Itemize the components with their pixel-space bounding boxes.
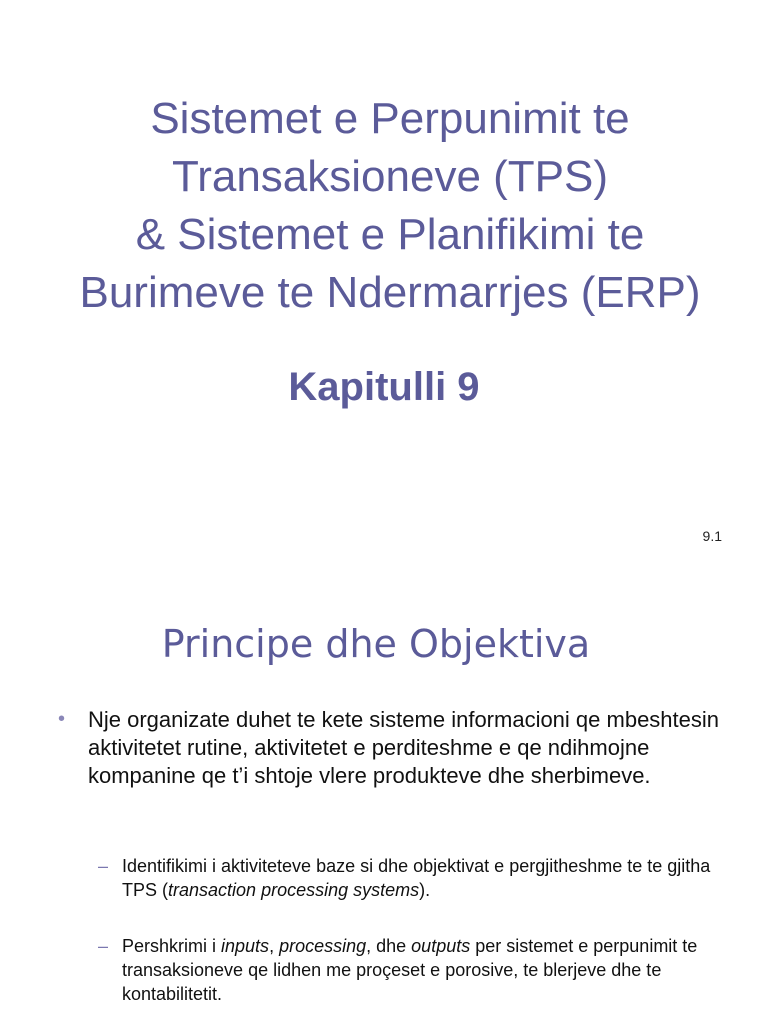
content-slide [0, 582, 768, 1024]
title-line: & Sistemet e Planifikimi te [135, 210, 645, 259]
sub-bullet-text [98, 854, 738, 902]
dash-marker: – [98, 936, 109, 956]
slide-heading: Principe dhe Objektiva [161, 622, 591, 666]
sub-bullet-item [98, 854, 738, 902]
text-run: Pershkrimi i [122, 936, 222, 956]
italic-term: processing [279, 936, 367, 956]
text-run: , dhe [366, 936, 412, 956]
text-run: ). [419, 880, 431, 900]
text-run: , [269, 936, 280, 956]
title-line: Burimeve te Ndermarrjes (ERP) [79, 268, 701, 317]
sub-bullet-item [98, 934, 738, 1006]
bullet-marker: • [58, 708, 66, 730]
title-line: Transaksioneve (TPS) [171, 152, 609, 201]
sub-bullet-text [98, 934, 738, 1006]
slide-number: 9.1 [702, 528, 722, 544]
italic-term: outputs [411, 936, 471, 956]
text-run: per sistemet e perpunimit te transaksioneve qe lidhen me proçeset e porosive, te blerjeve dhe te kontabilitetit. [122, 936, 698, 1004]
bullet-text: Nje organizate duhet te kete sisteme informacioni qe mbeshtesin aktivitetet rutine, aktivitetet e perditeshme e qe ndihmojne kompanine qe t’i shtoje vlere produkteve dhe sherbimeve. [88, 707, 720, 788]
slide-title [40, 90, 740, 322]
title-line: Sistemet e Perpunimit te [150, 94, 630, 143]
text-run: Identifikimi i aktiviteteve baze si dhe objektivat e pergjitheshme te te gjitha TPS ( [122, 856, 711, 900]
bullet-item [58, 706, 738, 790]
chapter-heading: Kapitulli 9 [288, 365, 480, 409]
italic-term: inputs [221, 936, 270, 956]
dash-marker: – [98, 856, 109, 876]
italic-term: transaction processing systems [168, 880, 420, 900]
